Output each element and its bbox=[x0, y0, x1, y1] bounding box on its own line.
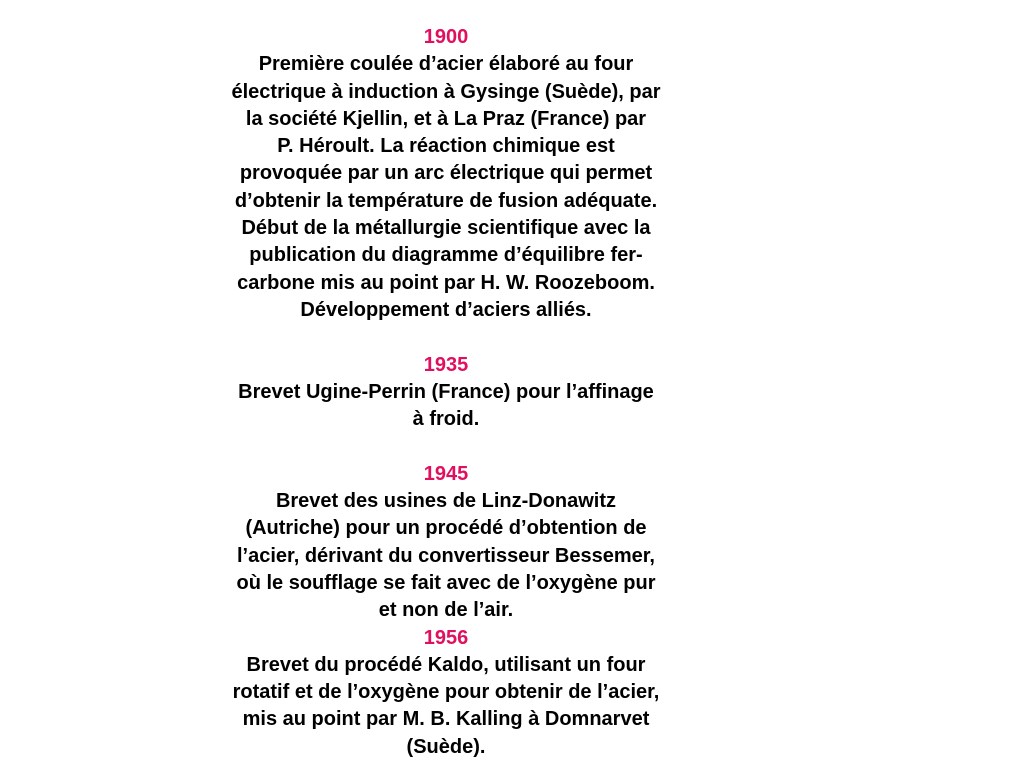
entry-line: Brevet du procédé Kaldo, utilisant un four bbox=[246, 653, 646, 676]
entry-line: Première coulée d’acier élaboré au four bbox=[258, 53, 634, 76]
entry-line: à froid. bbox=[412, 408, 480, 431]
spacer bbox=[196, 324, 696, 351]
entry-year: 1935 bbox=[423, 353, 469, 376]
entry-year: 1956 bbox=[423, 626, 469, 649]
entry-line: Brevet Ugine-Perrin (France) pour l’affinage bbox=[238, 380, 654, 403]
entry-line: électrique à induction à Gysinge (Suède), par bbox=[231, 80, 661, 103]
entry-line: (Autriche) pour un procédé d’obtention de bbox=[245, 517, 647, 540]
entry-line: où le soufflage se fait avec de l’oxygène pur bbox=[236, 571, 656, 594]
timeline-entry-1956 bbox=[196, 625, 696, 761]
entry-line: l’acier, dérivant du convertisseur Bessemer, bbox=[237, 544, 655, 567]
timeline-entry-1935 bbox=[196, 352, 696, 434]
entry-year: 1900 bbox=[423, 26, 469, 48]
entry-line: Début de la métallurgie scientifique avec la bbox=[241, 217, 651, 240]
entry-line: (Suède). bbox=[406, 735, 486, 758]
entry-line: carbone mis au point par H. W. Roozeboom. bbox=[237, 271, 655, 294]
timeline-entry-1945 bbox=[196, 461, 696, 625]
entry-line: Développement d’aciers alliés. bbox=[300, 298, 592, 321]
entry-line: d’obtenir la température de fusion adéquate. bbox=[234, 189, 658, 212]
entry-line: mis au point par M. B. Kalling à Domnarvet bbox=[242, 708, 650, 731]
entry-line: rotatif et de l’oxygène pour obtenir de l’acier, bbox=[232, 681, 660, 704]
timeline-text bbox=[196, 24, 696, 761]
entry-line: Brevet des usines de Linz-Donawitz bbox=[275, 490, 617, 513]
timeline-entry-1900 bbox=[196, 24, 696, 324]
entry-line: la société Kjellin, et à La Praz (France) par bbox=[245, 107, 647, 130]
entry-line: provoquée par un arc électrique qui permet bbox=[239, 162, 653, 185]
entry-line: publication du diagramme d’équilibre fer- bbox=[249, 244, 643, 267]
entry-year: 1945 bbox=[423, 462, 469, 485]
spacer bbox=[196, 433, 696, 460]
entry-line: P. Héroult. La réaction chimique est bbox=[277, 135, 615, 158]
entry-line: et non de l’air. bbox=[378, 599, 514, 622]
